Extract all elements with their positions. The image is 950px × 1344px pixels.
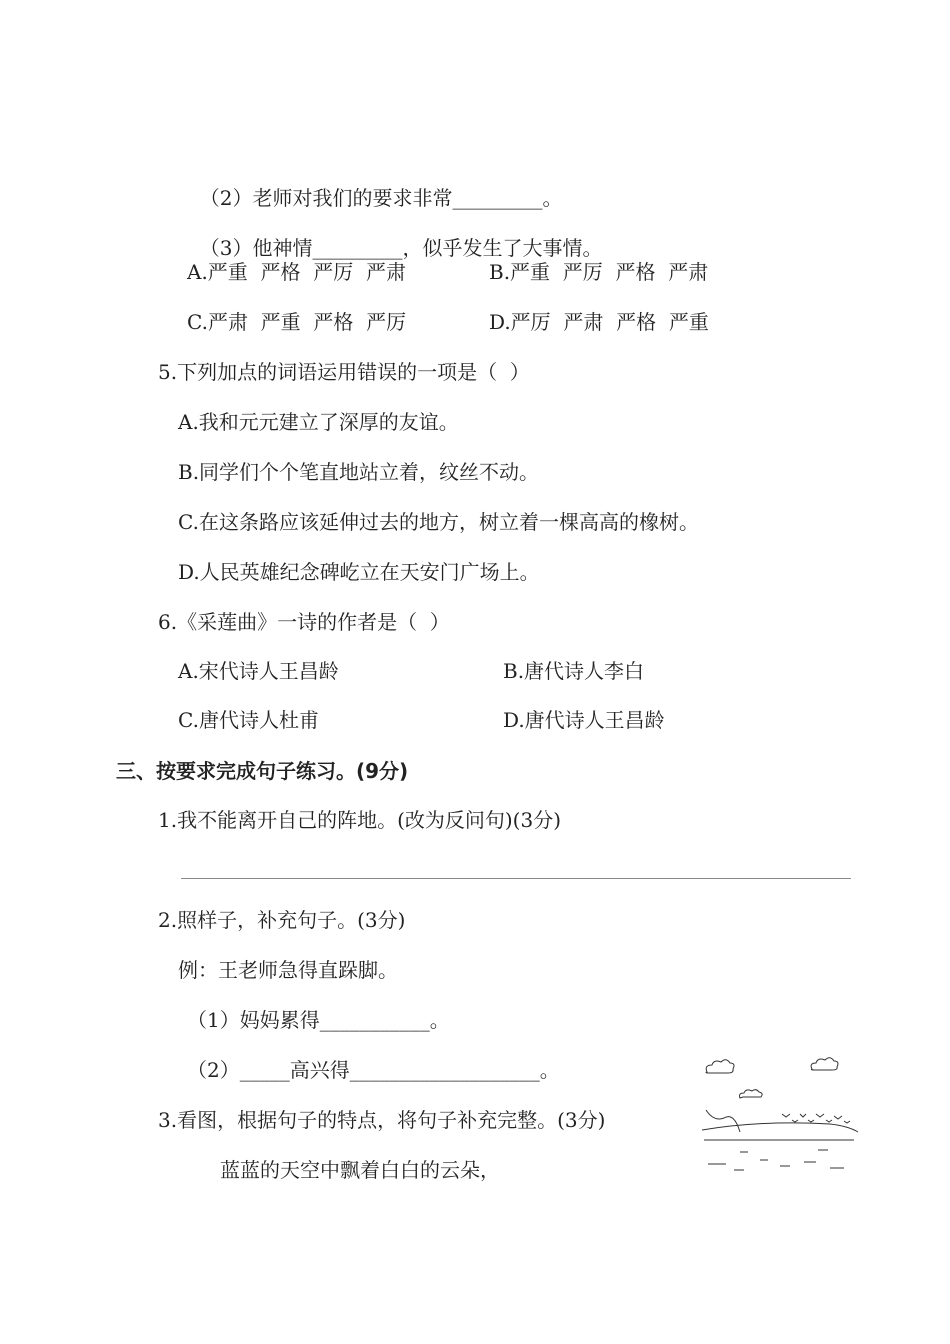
- q6-option-a: A.宋代诗人王昌龄: [178, 659, 339, 683]
- answer-line[interactable]: [181, 878, 851, 879]
- q4-option-c: C.严肃 严重 严格 严厉: [187, 310, 407, 334]
- q6-option-c: C.唐代诗人杜甫: [178, 708, 319, 732]
- s3-q2-item-1: （1）妈妈累得___________。: [187, 1008, 450, 1032]
- q4-item-2: （2）老师对我们的要求非常_________。: [199, 186, 563, 210]
- q4-option-b: B.严重 严厉 严格 严肃: [489, 260, 709, 284]
- q4-item-3: （3）他神情_________，似乎发生了大事情。: [199, 236, 603, 260]
- section-3-title: 三、按要求完成句子练习。(9分): [116, 759, 409, 783]
- cloud-icon: [740, 1090, 763, 1098]
- cloud-icon: [706, 1060, 734, 1073]
- bird-icon: [782, 1114, 850, 1123]
- q4-option-d: D.严厉 严肃 严格 严重: [489, 310, 709, 334]
- horizon-icon: [702, 1123, 858, 1132]
- s3-q1: 1.我不能离开自己的阵地。(改为反问句)(3分): [158, 808, 562, 832]
- q5-stem: 5.下列加点的词语运用错误的一项是（ ）: [158, 360, 530, 384]
- q6-stem: 6.《采莲曲》一诗的作者是（ ）: [158, 610, 450, 634]
- s3-q2: 2.照样子，补充句子。(3分): [158, 908, 406, 932]
- q6-option-d: D.唐代诗人王昌龄: [503, 708, 665, 732]
- cloud-icon: [811, 1058, 838, 1070]
- s3-q2-example: 例：王老师急得直跺脚。: [178, 958, 398, 982]
- q5-option-d: D.人民英雄纪念碑屹立在天安门广场上。: [178, 560, 540, 584]
- grass-icon: [708, 1150, 844, 1170]
- q6-option-b: B.唐代诗人李白: [503, 659, 645, 683]
- q5-option-a: A.我和元元建立了深厚的友谊。: [178, 410, 459, 434]
- q5-option-b: B.同学们个个笔直地站立着，纹丝不动。: [178, 460, 540, 484]
- q5-option-c: C.在这条路应该延伸过去的地方，树立着一棵高高的橡树。: [178, 510, 699, 534]
- sky-landscape-illustration: [700, 1050, 862, 1178]
- s3-q3: 3.看图，根据句子的特点，将句子补充完整。(3分): [158, 1108, 606, 1132]
- s3-q3-sentence: 蓝蓝的天空中飘着白白的云朵，: [220, 1158, 500, 1182]
- q4-option-a: A.严重 严格 严厉 严肃: [187, 260, 406, 284]
- s3-q2-item-2: （2）_____高兴得___________________。: [187, 1058, 560, 1082]
